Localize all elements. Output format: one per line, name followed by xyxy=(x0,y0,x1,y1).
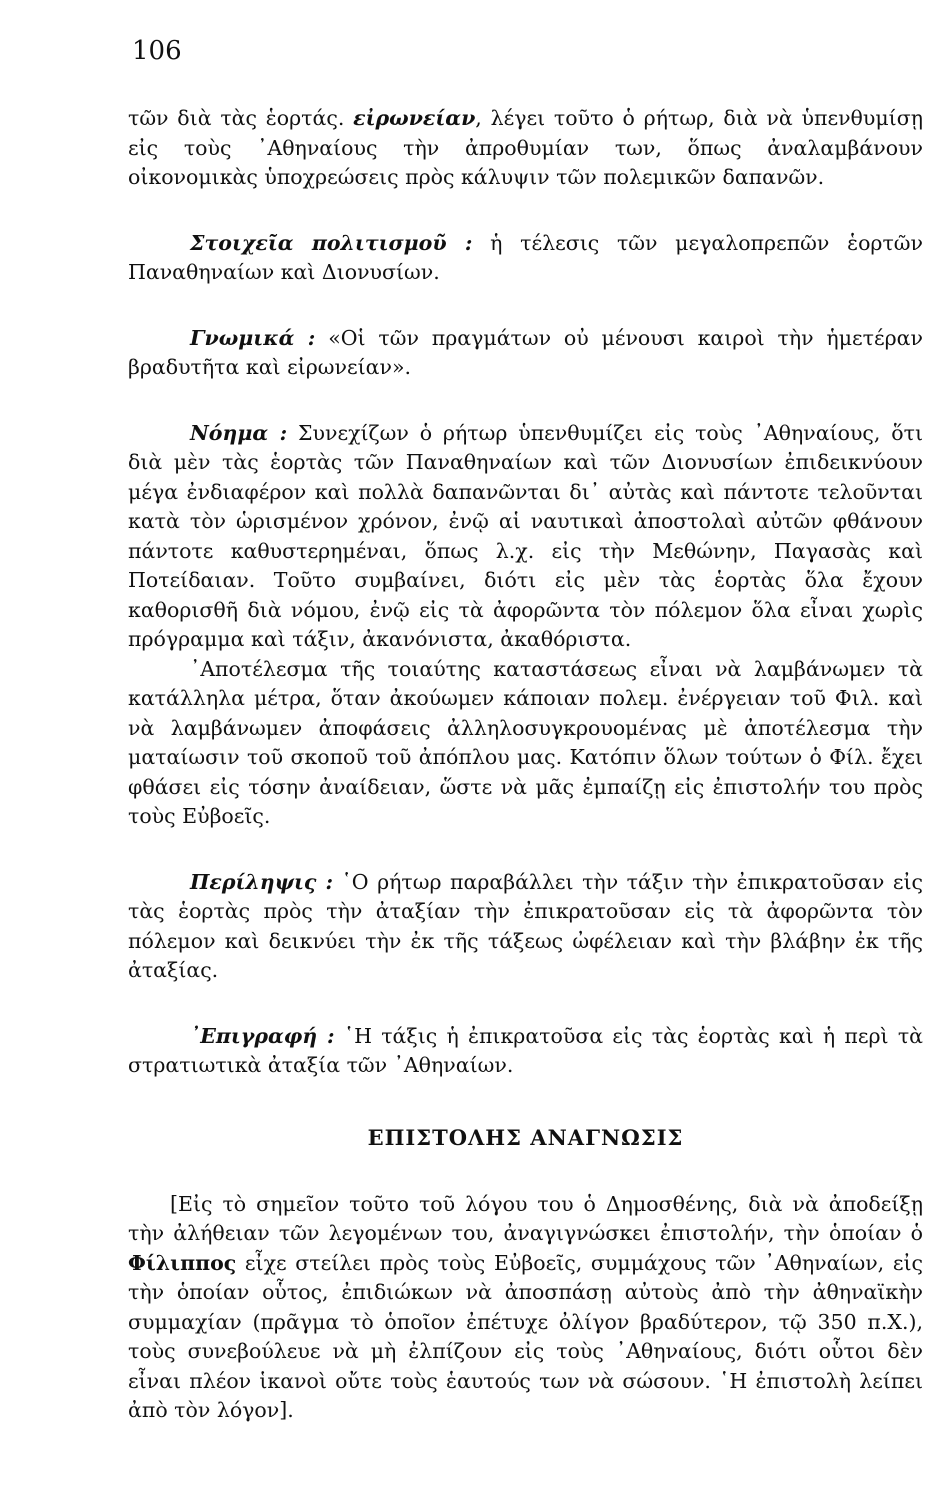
letter-text-2: εἶχε στείλει πρὸς τοὺς Εὐβοεῖς, συμμάχους τῶν ᾽Αθηναίων, εἰς τὴν ὁποίαν οὗτος, ἐπιδιώκων νὰ ἀποσπάσῃ αὐτοὺς ἀπὸ τὴν ἀθηναϊκὴν συμμαχίαν (πρᾶγμα τὸ ὁποῖον ἐπέτυχε ὀλίγον βραδύτερον, τῷ 350 π.Χ.), τοὺς συνεβούλευε νὰ μὴ ἐλπίζουν εἰς τοὺς ᾽Αθηναίους, διότι οὗτοι δὲν εἶναι πλέον ἱκανοὶ οὔτε τοὺς ἑαυτούς των νὰ σώσουν. ῾Η ἐπιστολὴ λείπει ἀπὸ τὸν λόγον]. xyxy=(128,1250,923,1422)
stoixeia-text: ἡ τέλεσις τῶν μεγαλοπρεπῶν ἑορτῶν Παναθηναίων καὶ Διονυσίων. xyxy=(128,230,923,284)
gnomika-text: «Οἱ τῶν πραγμάτων οὐ μένουσι καιροὶ τὴν ἡμετέραν βραδυτῆτα καὶ εἰρωνείαν». xyxy=(128,325,923,379)
noima-text-2: ᾽Αποτέλεσμα τῆς τοιαύτης καταστάσεως εἶναι νὰ λαμβάνωμεν τὰ κατάλληλα μέτρα, ὅταν ἀκούωμεν κάποιαν πολεμ. ἐνέργειαν τοῦ Φιλ. καὶ νὰ λαμβάνωμεν ἀποφάσεις ἀλληλοσυγκρουομένας μὲ ἀποτέλεσμα τὴν ματαίωσιν τοῦ σκοποῦ τοῦ ἀπόπλου μας. Κατόπιν ὅλων τούτων ὁ Φίλ. ἔχει φθάσει εἰς τόσην ἀναίδειαν, ὥστε νὰ μᾶς ἐμπαίζῃ εἰς ἐπιστολήν του πρὸς τοὺς Εὐβοεῖς. xyxy=(128,656,923,828)
paragraph-letter xyxy=(128,1190,923,1426)
paragraph-intro xyxy=(128,104,923,193)
paragraph-noima xyxy=(128,419,923,655)
perilipsis-label: Περίληψις : xyxy=(190,869,334,894)
paragraph-perilipsis xyxy=(128,868,923,986)
epigrafi-label: ᾽Επιγραφή : xyxy=(190,1023,335,1048)
section-title: ΕΠΙΣΤΟΛΗΣ ΑΝΑΓΝΩΣΙΣ xyxy=(367,1124,684,1150)
noima-label: Νόημα : xyxy=(190,420,288,445)
intro-text-1: τῶν διὰ τὰς ἑορτάς. xyxy=(128,106,354,130)
paragraph-noima-continued xyxy=(128,655,923,832)
paragraph-gnomika xyxy=(128,324,923,383)
page-number: 106 xyxy=(132,36,182,66)
stoixeia-label: Στοιχεῖα πολιτισμοῦ : xyxy=(190,230,473,255)
paragraph-epigrafi xyxy=(128,1022,923,1081)
book-page xyxy=(128,36,923,1476)
letter-text-1: [Εἰς τὸ σημεῖον τοῦτο τοῦ λόγου του ὁ Δημοσθένης, διὰ νὰ ἀποδείξῃ τὴν ἀλήθειαν τῶν λεγομένων του, ἀναγιγνώσκει ἐπιστολήν, τὴν ὁποίαν ὁ xyxy=(128,1191,923,1245)
epigrafi-text: ῾Η τάξις ἡ ἐπικρατοῦσα εἰς τὰς ἑορτὰς καὶ ἡ περὶ τὰ στρατιωτικὰ ἀταξία τῶν ᾽Αθηναίων. xyxy=(128,1023,923,1077)
perilipsis-text: ῾Ο ρήτωρ παραβάλλει τὴν τάξιν τὴν ἐπικρατοῦσαν εἰς τὰς ἑορτὰς πρὸς τὴν ἀταξίαν τὴν ἐπικρατοῦσαν εἰς τὰ ἀφορῶντα τὸν πόλεμον καὶ δεικνύει τὴν ἐκ τῆς τάξεως ὠφέλειαν καὶ τὴν βλάβην ἐκ τῆς ἀταξίας. xyxy=(128,869,923,982)
gnomika-label: Γνωμικά : xyxy=(190,325,316,350)
noima-text-1: Συνεχίζων ὁ ρήτωρ ὑπενθυμίζει εἰς τοὺς ᾽Αθηναίους, ὅτι διὰ μὲν τὰς ἑορτὰς τῶν Παναθηναίων καὶ τῶν Διονυσίων ἐπιδεικνύουν μέγα ἐνδιαφέρον καὶ πολλὰ δαπανῶνται δι᾽ αὐτὰς καὶ πάντοτε τελοῦνται κατὰ τὸν ὡρισμένον χρόνον, ἐνῷ αἱ ναυτικαὶ ἀποστολαὶ αὐτῶν φθάνουν πάντοτε καθυστερημέναι, ὅπως λ.χ. εἰς τὴν Μεθώνην, Παγασὰς καὶ Ποτείδαιαν. Τοῦτο συμβαίνει, διότι εἰς μὲν τὰς ἑορτὰς ὅλα ἔχουν καθορισθῆ διὰ νόμου, ἐνῷ εἰς τὰ ἀφορῶντα τὸν πόλεμον ὅλα εἶναι χωρὶς πρόγραμμα καὶ τάξιν, ἀκανόνιστα, ἀκαθόριστα. xyxy=(128,420,923,651)
paragraph-stoixeia xyxy=(128,229,923,288)
letter-bold-name: Φίλιππος xyxy=(128,1250,237,1275)
intro-emphasis: εἰρωνείαν xyxy=(353,106,476,130)
intro-text-2: , λέγει τοῦτο ὁ ρήτωρ, διὰ νὰ ὑπενθυμίσῃ εἰς τοὺς ᾽Αθηναίους τὴν ἀπροθυμίαν των, ὅπως ἀναλαμβάνουν οἰκονομικὰς ὑποχρεώσεις πρὸς κάλυψιν τῶν πολεμικῶν δαπανῶν. xyxy=(128,106,923,189)
